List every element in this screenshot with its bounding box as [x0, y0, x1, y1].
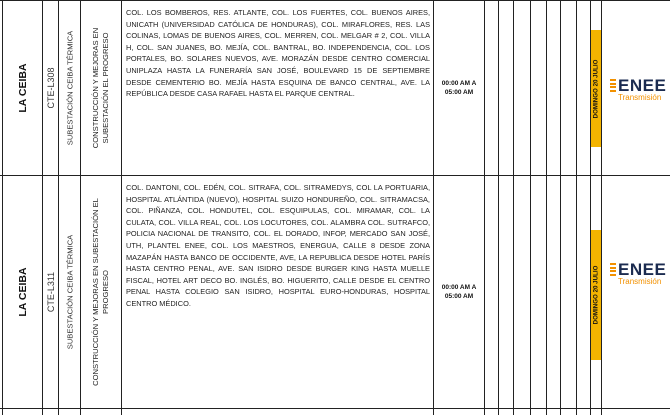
- substation-cell: [59, 0, 80, 175]
- time-start: 00:00 AM A: [441, 79, 477, 87]
- affected-areas-cell: [122, 176, 433, 408]
- time-range: [434, 283, 484, 301]
- logo-subtitle: Transmisión: [618, 93, 662, 102]
- city-label: LA CEIBA: [16, 267, 29, 317]
- day-label: DOMINGO 20 JULIO: [592, 265, 600, 325]
- day-label: DOMINGO 20 JULIO: [592, 59, 600, 118]
- circuit-code-cell: [43, 0, 58, 175]
- city-cell: [3, 0, 42, 175]
- time-end: 05:00 AM: [444, 293, 474, 300]
- time-range: [434, 79, 484, 97]
- logo-name: ENEE: [618, 76, 667, 95]
- affected-areas-text: COL. LOS BOMBEROS, RES. ATLANTE, COL. LOS FUERTES, COL. BUENOS AIRES, UNICATH (UNIVERSIDAD CATÓLICA DE HONDURAS), COL. MIRAFLORES, RES. LAS COLINAS, LOMAS DE BUENOS AIRES, COL. MERREN, COL. MELGAR # 2, COL. VILLA H, COL. SAN JUANES, BO. MEJÍA, COL. BANTRAL, BO. INDEPENDENCIA, COL. LOS PORTALES, BO. SOLARES NUEVOS, AVE. MORAZÁN DESDE CENTRO COMERCIAL UNIPLAZA HASTA LA FUNERARÍA SAN JOSÉ, BOULEVARD 15 DE SEPTIEMBRE DESDE CEMENTERIO BO. MEJÍA HASTA ESQUINA DE BANCO CENTRAL, AVE. LA REPÚBLICA DESDE CASA RAFAEL HASTA EL PARQUE CENTRAL.: [126, 8, 430, 99]
- time-end: 05:00 AM: [444, 88, 474, 96]
- project-cell: [81, 0, 121, 175]
- enee-logo-mark-icon: [610, 79, 616, 93]
- logo-name: ENEE: [618, 260, 667, 279]
- substation-cell: [59, 176, 80, 408]
- logo-subtitle: Transmisión: [618, 277, 662, 286]
- time-cell: [434, 0, 484, 175]
- day-band: [591, 30, 601, 147]
- day-band: [591, 230, 601, 360]
- circuit-code: CTE-L308: [45, 66, 56, 109]
- city-label: LA CEIBA: [16, 62, 29, 113]
- circuit-code-cell: [43, 176, 58, 408]
- enee-logo: [610, 76, 668, 102]
- table-row: [0, 0, 670, 175]
- table-border-bottom: [0, 408, 670, 409]
- project-description: CONSTRUCCIÓN Y MEJORAS EN SUBESTACIÓN EL PROGRESO: [91, 27, 110, 148]
- affected-areas-text: COL. DANTONI, COL. EDÉN, COL. SITRAFA, COL. SITRAMEDYS, COL LA PORTUARIA, HOSPITAL ATLÁNTIDA (NUEVO), HOSPITAL SUIZO HONDUREÑO, COL. SITRAMACSA, COL. PIÑANZA, COL. HONDUTEL, COL. ESQUIPULAS, COL. MIRAMAR, COL. LA CULATA, COL. VILLA REAL, COL. LOS LOCUTORES, COL. ALAMBRA COL. SUTRAFCO, POLICIA NACIONAL DE TRANSITO, COL. EL DORADO, INFOP, MERCADO SAN JOSÉ, UTH, PLANTEL ENEE, COL. LOS MAESTROS, ENERGUA, CALLE 8 DESDE ZONA MAZAPÁN HASTA BANCO DE OCCIDENTE, AVE, LA REPUBLICA DESDE HOTEL PARÍS HASTA CENTRO PENAL, AVE. SAN ISIDRO DESDE BURGER KING HASTA MUELLE FISCAL, HOTEL ART DECO BO. INGLÉS, BO. HIGUERITO, CALLE DESDE EL CENTRO PENAL HASTA COLEGIO SAN ISIDRO, HOSPITAL EURO-HONDURAS, HOSPITAL CENTRO MÉDICO.: [126, 183, 430, 308]
- time-start: 00:00 AM A: [441, 284, 477, 291]
- substation-name: SUBESTACIÓN CEIBA TÉRMICA: [65, 30, 74, 145]
- project-cell: [81, 176, 121, 408]
- circuit-code: CTE-L311: [45, 271, 56, 313]
- time-cell: [434, 176, 484, 408]
- enee-logo: [610, 260, 668, 286]
- project-description: CONSTRUCCIÓN Y MEJORAS EN SUBESTACIÓN EL PROGRESO: [91, 198, 110, 386]
- enee-logo-mark-icon: [610, 263, 616, 277]
- city-cell: [3, 176, 42, 408]
- substation-name: SUBESTACIÓN CEIBA TÉRMICA: [65, 234, 74, 350]
- table-row: [0, 176, 670, 408]
- affected-areas-cell: [122, 0, 433, 175]
